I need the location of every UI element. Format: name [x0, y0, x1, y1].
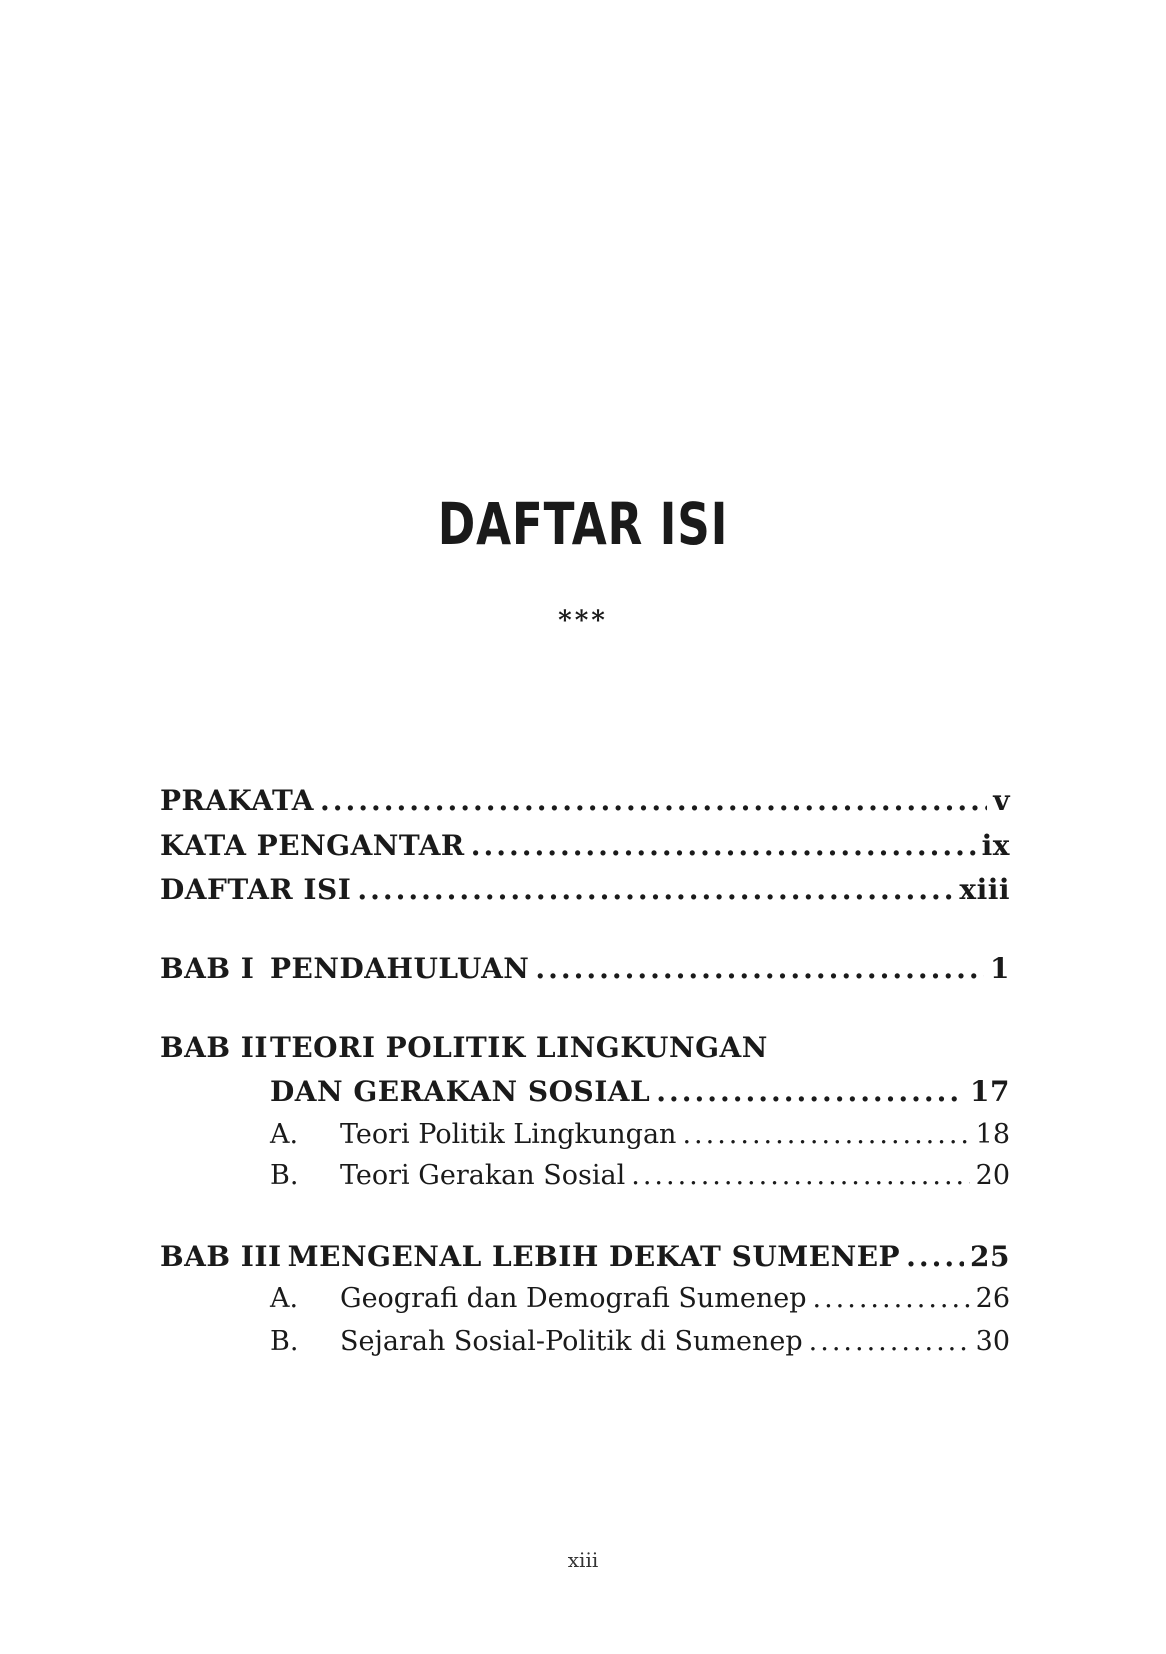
toc-entry-bab-1[interactable]	[160, 952, 1010, 985]
dot-leader	[471, 829, 976, 862]
toc-subentry-2b[interactable]	[270, 1160, 1010, 1191]
chapter-title: MENGENAL LEBIH DEKAT SUMENEP	[287, 1240, 901, 1273]
dot-leader	[656, 1075, 964, 1108]
toc-entry-label: DAFTAR ISI	[160, 873, 352, 906]
toc-entry-daftar-isi[interactable]	[160, 873, 1010, 906]
chapter-title: PENDAHULUAN	[270, 952, 530, 985]
toc-page-number: 26	[975, 1283, 1010, 1314]
toc-page-number: 18	[975, 1119, 1010, 1150]
dot-leader	[357, 873, 953, 906]
toc-entry-bab-2-line1[interactable]	[160, 1031, 1010, 1064]
dot-leader	[906, 1240, 964, 1273]
section-letter: A.	[270, 1119, 299, 1150]
table-of-contents	[160, 0, 1010, 1654]
section-title: Sejarah Sosial-Politik di Sumenep	[340, 1326, 803, 1357]
ornament-stars: ***	[558, 606, 608, 636]
toc-page-number: 25	[970, 1240, 1010, 1273]
section-letter: A.	[270, 1283, 299, 1314]
chapter-title: TEORI POLITIK LINGKUNGAN	[270, 1031, 768, 1064]
section-letter: B.	[270, 1326, 299, 1357]
dot-leader	[809, 1326, 970, 1357]
chapter-title-cont: DAN GERAKAN SOSIAL	[270, 1075, 651, 1108]
page-title: DAFTAR ISI	[437, 490, 729, 558]
toc-page-number: v	[993, 784, 1010, 817]
toc-entry-bab-3[interactable]	[160, 1240, 1010, 1273]
toc-page-number: 30	[975, 1326, 1010, 1357]
toc-entry-label: KATA PENGANTAR	[160, 829, 465, 862]
chapter-number: BAB III	[160, 1240, 282, 1273]
toc-page-number: ix	[981, 829, 1010, 862]
dot-leader	[535, 952, 984, 985]
section-title: Geografi dan Demografi Sumenep	[340, 1283, 807, 1314]
dot-leader	[682, 1119, 969, 1150]
toc-entry-bab-2-line2[interactable]	[160, 1075, 1010, 1108]
chapter-number: BAB II	[160, 1031, 268, 1064]
toc-entry-label: PRAKATA	[160, 784, 314, 817]
toc-entry-prakata[interactable]	[160, 784, 1010, 817]
chapter-number: BAB I	[160, 952, 255, 985]
toc-page-number: xiii	[959, 873, 1010, 906]
dot-leader	[320, 784, 987, 817]
toc-subentry-3b[interactable]	[270, 1326, 1010, 1357]
section-title: Teori Politik Lingkungan	[340, 1119, 677, 1150]
section-title: Teori Gerakan Sosial	[340, 1160, 626, 1191]
toc-subentry-3a[interactable]	[270, 1283, 1010, 1314]
toc-entry-kata-pengantar[interactable]	[160, 829, 1010, 862]
toc-page-number: 20	[975, 1160, 1010, 1191]
toc-page-number: 1	[990, 952, 1010, 985]
dot-leader	[813, 1283, 970, 1314]
section-letter: B.	[270, 1160, 299, 1191]
toc-subentry-2a[interactable]	[270, 1119, 1010, 1150]
footer-page-number: xiii	[567, 1548, 599, 1572]
toc-page-number: 17	[970, 1075, 1010, 1108]
dot-leader	[631, 1160, 969, 1191]
